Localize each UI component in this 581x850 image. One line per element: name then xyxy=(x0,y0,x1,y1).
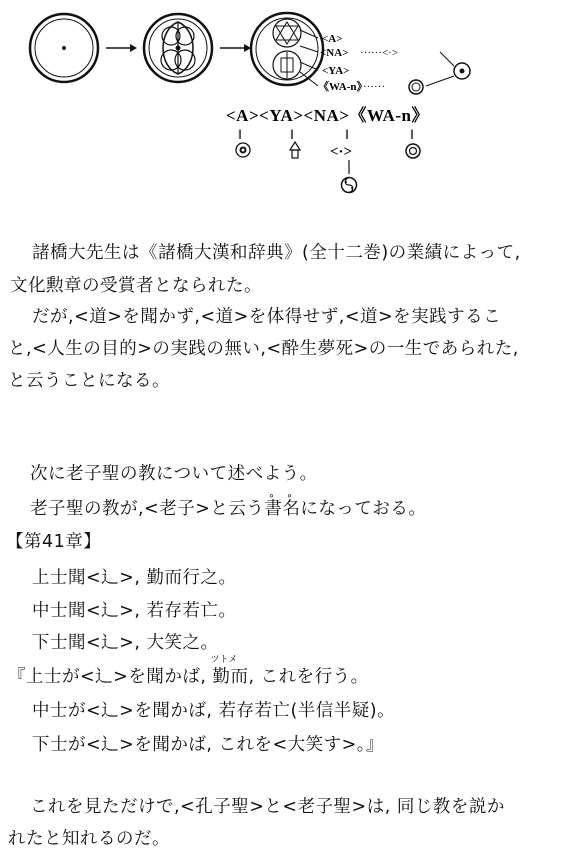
arrow-icon xyxy=(220,44,251,52)
paragraph-line: だが,<道>を聞かず,<道>を体得せず,<道>を実践するこ xyxy=(32,307,502,327)
paragraph-line: これを見ただけで,<孔子聖>と<老子聖>は, 同じ教を説か xyxy=(30,797,505,817)
yin-yang-symbol xyxy=(342,178,357,193)
translation-line: 中士が<辶>を聞かば, 若存若亡(半信半疑)。 xyxy=(32,701,396,721)
paragraph-line xyxy=(30,498,426,520)
furigana: ツトメ xyxy=(210,655,238,665)
branch-lines xyxy=(426,52,454,86)
small-tree-symbol xyxy=(290,142,300,158)
paragraph-line: と云うことになる。 xyxy=(8,371,170,391)
text-segment: 而, これを行う。 xyxy=(230,667,369,687)
label-na-dots: ······<·> xyxy=(360,47,399,59)
text-segment: 老子聖の教が,<老子>と云う xyxy=(30,499,265,519)
equals-a: ‖ xyxy=(238,128,242,143)
text-segment: になっておる。 xyxy=(300,499,427,519)
emphasis-char: ∘ 書 xyxy=(264,498,282,520)
equals-na: ‖ xyxy=(345,128,349,143)
symbol-diagram xyxy=(0,0,581,200)
paragraph-line: 諸橋大先生は《諸橋大漢和辞典》(全十二巻)の業績によって, xyxy=(32,243,521,263)
ruby-char: ツトメ 勤 xyxy=(210,655,238,687)
quote-line: 上士聞<辶>, 勤而行之。 xyxy=(32,568,237,588)
quote-line: 下士聞<辶>, 大笑之。 xyxy=(32,633,219,653)
label-wan: 《WA-n》 xyxy=(318,81,368,93)
small-ring-symbol xyxy=(409,80,423,94)
equals-wan: ‖ xyxy=(410,128,414,143)
text-segment: 『上士が<辶>を聞かば, xyxy=(8,667,207,687)
translation-line xyxy=(8,655,369,688)
small-mandala-symbol xyxy=(236,143,250,157)
compound-circle-symbol xyxy=(251,13,323,85)
equals-ya: ‖ xyxy=(290,128,294,143)
quote-line: 中士聞<辶>, 若存若亡。 xyxy=(32,601,237,621)
dot-label: <·> xyxy=(330,144,353,160)
emphasis-char: ∘ 名 xyxy=(282,498,300,520)
chapter-heading: 【第41章】 xyxy=(6,532,102,552)
target-circle-symbol xyxy=(454,63,470,79)
paragraph-line: 文化勲章の受賞者となられた。 xyxy=(10,276,262,296)
translation-line: 下士が<辶>を聞かば, これを<大笑す>。』 xyxy=(32,735,385,755)
paragraph-line: 次に老子聖の教について述べよう。 xyxy=(30,464,318,484)
paragraph-line: と,<人生の目的>の実践の無い,<酔生夢死>の一生であられた, xyxy=(8,339,519,359)
row-header: <A><YA><NA>《WA-n》 xyxy=(226,106,429,125)
paragraph-line: れたと知れるのだ。 xyxy=(8,829,170,849)
label-na: <NA> xyxy=(320,47,349,59)
label-wan-dots: ······ xyxy=(363,81,385,93)
label-ya: <YA> xyxy=(322,65,350,77)
small-double-ring-symbol xyxy=(406,144,420,158)
label-a: <A> xyxy=(322,33,343,45)
lens-circle-symbol xyxy=(144,14,212,82)
circle-dot-symbol xyxy=(30,14,98,82)
arrow-icon xyxy=(106,44,137,52)
